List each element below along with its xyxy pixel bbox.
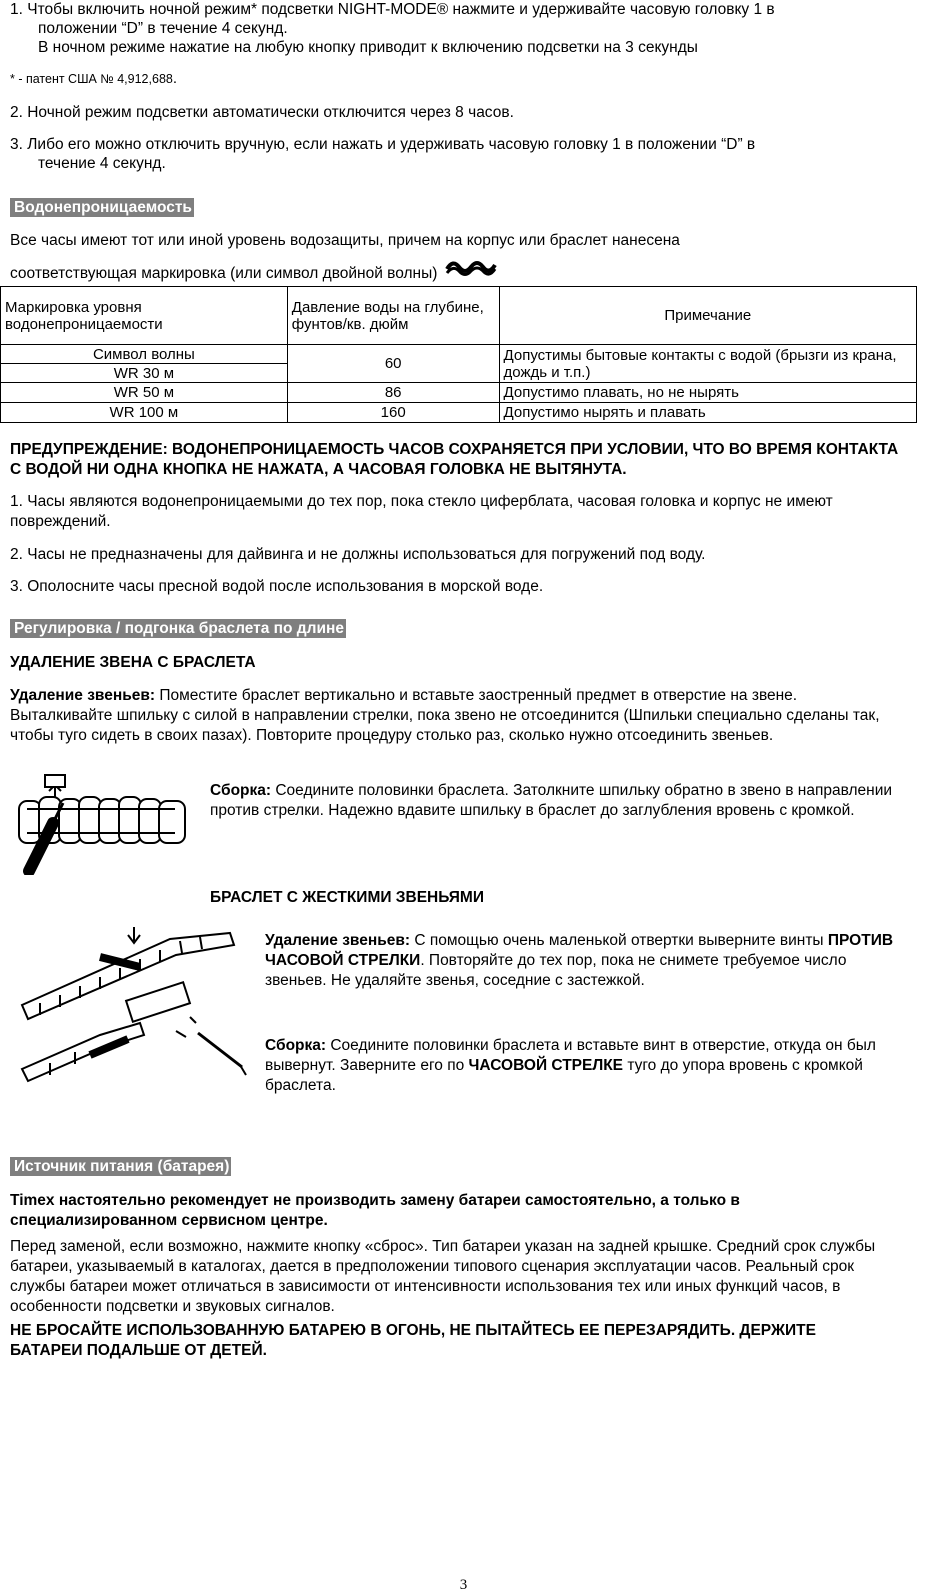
rigid-remove-text2: . Повторяйте до тех пор, пока не снимете требуемое число звеньев. Не удаляйте звенья, соседние с застежкой. <box>265 952 847 989</box>
table-row <box>1 345 917 364</box>
band-assembly-paragraph <box>210 781 900 821</box>
band-header-wrap <box>10 619 346 638</box>
double-wave-icon <box>445 257 497 279</box>
cell-pressure-60: 60 <box>287 345 499 383</box>
cell-pressure-86: 86 <box>287 383 499 403</box>
rigid-assembly-text2: туго до упора вровень с кромкой браслета. <box>265 1057 863 1094</box>
cell-wr100: WR 100 м <box>1 403 288 423</box>
col-header-marking: Маркировка уровня водонепроницаемости <box>1 287 288 345</box>
cell-wr30: WR 30 м <box>1 364 288 383</box>
band-remove-paragraph <box>10 686 890 746</box>
rigid-band-title: БРАСЛЕТ С ЖЕСТКИМИ ЗВЕНЬЯМИ <box>210 889 484 906</box>
rigid-assembly-label: Сборка: <box>265 1037 327 1054</box>
table-row <box>1 383 917 403</box>
water-section-header: Водонепроницаемость <box>10 198 194 217</box>
water-intro-line2: соответствующая маркировка (или символ двойной волны) <box>10 265 438 282</box>
rigid-remove-label: Удаление звеньев: <box>265 932 411 949</box>
cell-note-household: Допустимы бытовые контакты с водой (брызги из крана, дождь и т.п.) <box>499 345 916 383</box>
table-header-row <box>1 287 917 345</box>
nightmode-step1-note: В ночном режиме нажатие на любую кнопку приводит к включению подсветки на 3 секунды <box>38 39 698 56</box>
water-warning: ПРЕДУПРЕЖДЕНИЕ: ВОДОНЕПРОНИЦАЕМОСТЬ ЧАСОВ СОХРАНЯЕТСЯ ПРИ УСЛОВИИ, ЧТО ВО ВРЕМЯ КОНТАКТА С ВОДОЙ НИ ОДНА КНОПКА НЕ НАЖАТА, А ЧАСОВАЯ ГОЛОВКА НЕ ВЫТЯНУТА. <box>10 441 899 478</box>
nightmode-step1: 1. Чтобы включить ночной режим* подсветки NIGHT-MODE® нажмите и удерживайте часовую головку 1 в <box>10 1 775 18</box>
battery-text: Перед заменой, если возможно, нажмите кнопку «сброс». Тип батареи указан на задней крышке. Средний срок службы батареи, указываемый в каталогах, дается в предположении типового сценария эксплуатации часов. Реальный срок службы батареи может отличаться в зависимости от интенсивности использования тех или иных функций часов, в особенности подсветки и звуковых сигналов. <box>10 1238 876 1315</box>
battery-section <box>10 1191 890 1361</box>
water-intro-line1: Все часы имеют тот или иной уровень водозащиты, причем на корпус или браслет нанесена <box>10 232 680 249</box>
battery-section-header: Источник питания (батарея) <box>10 1157 231 1176</box>
water-note-2: 2. Часы не предназначены для дайвинга и не должны использоваться для погружений под воду. <box>10 546 706 563</box>
water-resistance-table <box>0 286 917 423</box>
nightmode-step2: 2. Ночной режим подсветки автоматически отключится через 8 часов. <box>10 104 514 121</box>
band-assembly-label: Сборка: <box>210 782 272 799</box>
page-number: 3 <box>459 1577 468 1593</box>
battery-recommendation: Timex настоятельно рекомендует не производить замену батареи самостоятельно, а только в специализированном сервисном центре. <box>10 1192 740 1229</box>
rigid-assembly-direction: ЧАСОВОЙ СТРЕЛКЕ <box>468 1057 624 1074</box>
water-intro-line2-wrap <box>10 257 497 283</box>
band-assembly-text: Соедините половинки браслета. Затолкните шпильку обратно в звено в направлении против стрелки. Надежно вдавите шпильку в браслет до заглубления вровень с кромкой. <box>210 782 893 819</box>
table-row <box>1 403 917 423</box>
cell-wr50: WR 50 м <box>1 383 288 403</box>
rigid-remove-direction: ПРОТИВ ЧАСОВОЙ СТРЕЛКИ <box>265 932 894 969</box>
cell-pressure-160: 160 <box>287 403 499 423</box>
cell-note-dive: Допустимо нырять и плавать <box>499 403 916 423</box>
pin-push-illustration <box>15 763 193 875</box>
nightmode-step1-cont: положении “D” в течение 4 секунд. <box>38 20 288 37</box>
cell-wave-symbol: Символ волны <box>1 345 288 364</box>
nightmode-step3-cont: течение 4 секунд. <box>38 155 166 172</box>
cell-note-swim: Допустимо плавать, но не нырять <box>499 383 916 403</box>
nightmode-step3: 3. Либо его можно отключить вручную, если нажать и удерживать часовую головку 1 в положении “D” в <box>10 136 756 153</box>
nightmode-section <box>10 0 910 173</box>
battery-warning: НЕ БРОСАЙТЕ ИСПОЛЬЗОВАННУЮ БАТАРЕЮ В ОГОНЬ, НЕ ПЫТАЙТЕСЬ ЕЕ ПЕРЕЗАРЯДИТЬ. ДЕРЖИТЕ БАТАРЕИ ПОДАЛЬШЕ ОТ ДЕТЕЙ. <box>10 1322 816 1359</box>
col-header-note: Примечание <box>499 287 916 345</box>
band-section-header: Регулировка / подгонка браслета по длине <box>10 619 346 638</box>
water-note-3: 3. Ополосните часы пресной водой после использования в морской воде. <box>10 578 544 595</box>
band-remove-label: Удаление звеньев: <box>10 687 156 704</box>
water-notes <box>10 440 910 596</box>
band-remove-text: Поместите браслет вертикально и вставьте заостренный предмет в отверстие на звене. Выталкивайте шпильку с силой в направлении стрелки, пока звено не отсоединится (Шпильки специально сделаны так, чтобы туго сидеть в своих пазах). Повторите процедуру столько раз, сколько нужно отсоединить звеньев. <box>10 687 880 744</box>
col-header-pressure: Давление воды на глубине, фунтов/кв. дюйм <box>287 287 499 345</box>
rigid-assembly-text1: Соедините половинки браслета и вставьте винт в отверстие, откуда он был вывернут. Заверните его по <box>265 1037 876 1074</box>
patent-note: * - патент США № 4,912,688. <box>10 70 178 87</box>
rigid-remove-text1: С помощью очень маленькой отвертки выверните винты <box>410 932 828 949</box>
rigid-links-illustration <box>20 927 248 1083</box>
water-header-wrap <box>10 198 194 217</box>
rigid-assembly-paragraph <box>265 1036 915 1096</box>
battery-header-wrap <box>10 1157 231 1176</box>
rigid-remove-paragraph <box>265 931 910 991</box>
band-remove-title: УДАЛЕНИЕ ЗВЕНА С БРАСЛЕТА <box>10 654 256 671</box>
water-note-1: 1. Часы являются водонепроницаемыми до тех пор, пока стекло циферблата, часовая головка и корпус не имеют повреждений. <box>10 493 833 530</box>
